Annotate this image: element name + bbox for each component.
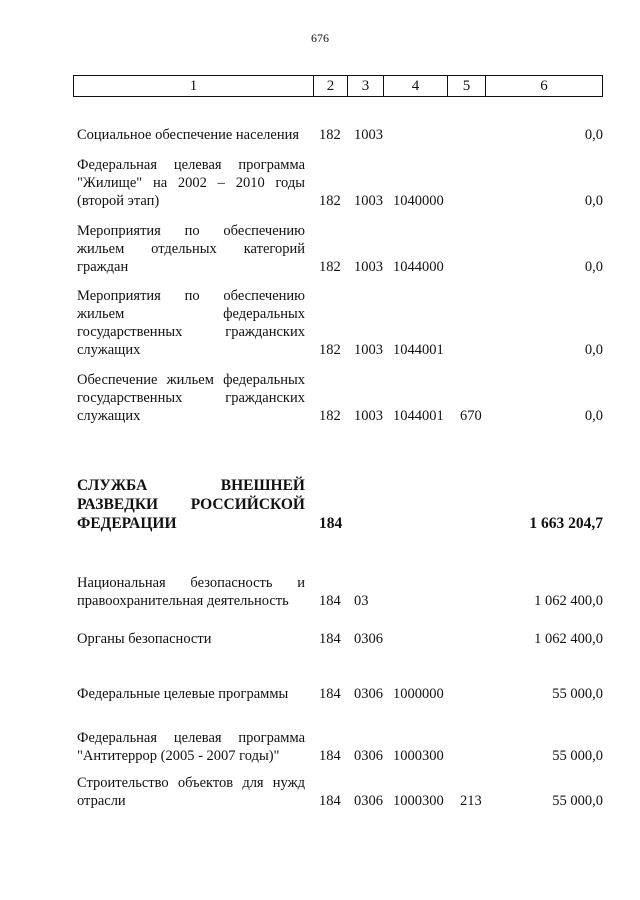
row-amount: 1 062 400,0 <box>534 631 603 647</box>
column-header-3: 3 <box>348 76 384 97</box>
row-code-chapter: 184 <box>319 593 341 609</box>
row-description: Федеральная целевая программа "Антитеррор (2005 - 2007 годы)" <box>77 730 305 764</box>
row-code-chapter: 184 <box>319 631 341 647</box>
page-number: 676 <box>311 31 329 45</box>
row-amount: 0,0 <box>584 259 603 275</box>
row-amount: 0,0 <box>584 127 603 143</box>
row-code-section: 1003 <box>354 127 383 143</box>
row-amount: 1 663 204,7 <box>529 515 603 532</box>
row-description: СЛУЖБА ВНЕШНЕЙ РАЗВЕДКИ РОССИЙСКОЙ ФЕДЕРАЦИИ <box>77 477 305 532</box>
row-amount: 55 000,0 <box>552 748 603 764</box>
row-description: Социальное обеспечение населения <box>77 127 300 143</box>
column-header-4: 4 <box>384 76 448 97</box>
row-code-section: 1003 <box>354 259 383 275</box>
row-code-chapter: 182 <box>319 193 341 209</box>
row-code-section: 1003 <box>354 342 383 358</box>
row-description: Федеральная целевая программа "Жилище" на 2002 – 2010 годы (второй этап) <box>77 157 305 209</box>
row-description: Национальная безопасность и правоохранительная деятельность <box>77 575 305 609</box>
column-header-2: 2 <box>314 76 348 97</box>
row-code-section: 03 <box>354 593 369 609</box>
row-amount: 0,0 <box>584 408 603 424</box>
row-code-chapter: 182 <box>319 342 341 358</box>
row-code-target: 1044001 <box>393 342 444 358</box>
row-description: Мероприятия по обеспечению жильем федеральных государственных гражданских служащих <box>77 288 305 358</box>
row-code-chapter: 182 <box>319 127 341 143</box>
row-code-section: 1003 <box>354 408 383 424</box>
row-code-target: 1000300 <box>393 793 444 809</box>
row-code-chapter: 184 <box>319 748 341 764</box>
column-header-6: 6 <box>486 76 603 97</box>
row-description: Обеспечение жильем федеральных государственных гражданских служащих <box>77 372 305 424</box>
row-amount: 1 062 400,0 <box>534 593 603 609</box>
row-amount: 0,0 <box>584 342 603 358</box>
row-description: Мероприятия по обеспечению жильем отдельных категорий граждан <box>77 223 305 275</box>
row-code-target: 1000000 <box>393 686 444 702</box>
row-code-target: 1044000 <box>393 259 444 275</box>
row-code-chapter: 182 <box>319 259 341 275</box>
row-amount: 55 000,0 <box>552 793 603 809</box>
row-code-type: 670 <box>460 408 482 424</box>
row-code-target: 1044001 <box>393 408 444 424</box>
row-code-chapter: 184 <box>319 793 341 809</box>
row-code-type: 213 <box>460 793 482 809</box>
row-code-target: 1000300 <box>393 748 444 764</box>
row-amount: 55 000,0 <box>552 686 603 702</box>
row-code-section: 1003 <box>354 193 383 209</box>
row-description: Федеральные целевые программы <box>77 686 289 702</box>
column-header-1: 1 <box>74 76 314 97</box>
row-description: Строительство объектов для нужд отрасли <box>77 775 305 809</box>
column-header-5: 5 <box>448 76 486 97</box>
row-code-target: 1040000 <box>393 193 444 209</box>
row-code-chapter: 184 <box>319 515 343 532</box>
row-code-section: 0306 <box>354 686 383 702</box>
row-code-section: 0306 <box>354 793 383 809</box>
row-code-section: 0306 <box>354 748 383 764</box>
row-code-chapter: 184 <box>319 686 341 702</box>
row-code-section: 0306 <box>354 631 383 647</box>
row-code-chapter: 182 <box>319 408 341 424</box>
row-amount: 0,0 <box>584 193 603 209</box>
row-description: Органы безопасности <box>77 631 212 647</box>
